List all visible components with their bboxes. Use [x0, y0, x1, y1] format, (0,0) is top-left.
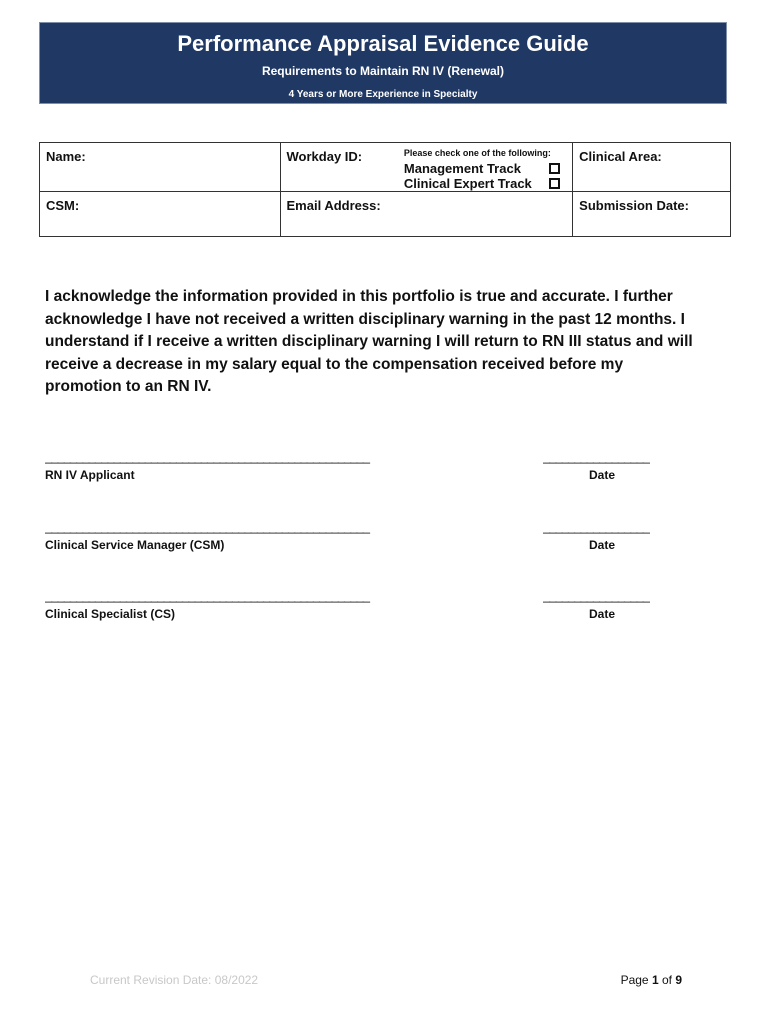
clinical-expert-track-checkbox[interactable] — [549, 178, 560, 189]
cs-date-line[interactable]: _________________ — [543, 588, 649, 603]
name-label: Name: — [46, 149, 86, 164]
document-header — [39, 22, 727, 104]
document-subtitle: Requirements to Maintain RN IV (Renewal) — [261, 64, 505, 78]
page-total: 9 — [675, 973, 682, 987]
email-label: Email Address: — [286, 198, 381, 213]
csm-date-line[interactable]: _________________ — [543, 519, 649, 534]
page-current: 1 — [651, 973, 659, 987]
cs-signature-line[interactable]: ____________________________________________________ — [45, 588, 369, 603]
csm-field[interactable] — [40, 192, 281, 237]
cs-signature-label: Clinical Specialist (CS) — [45, 607, 176, 621]
acknowledgement-statement: I acknowledge the information provided in this portfolio is true and accurate. I further acknowledge I have not received a written disciplinary warning in the past 12 months. I understand if I receive a written disciplinary warning I will return to RN III status and will receive a decrease in my salary equal to the compensation received before my promotion to an RN IV. — [45, 288, 693, 395]
submission-date-label: Submission Date: — [579, 198, 689, 213]
applicant-date-label: Date — [589, 468, 616, 482]
csm-date-label: Date — [589, 538, 616, 552]
workday-id-field[interactable] — [280, 143, 391, 192]
clinical-expert-track-label: Clinical Expert Track — [403, 176, 532, 191]
applicant-info-table — [39, 142, 731, 237]
submission-date-field[interactable] — [573, 192, 731, 237]
csm-label: CSM: — [46, 198, 80, 213]
clinical-area-label: Clinical Area: — [579, 149, 662, 164]
track-prompt: Please check one of the following: — [403, 148, 551, 158]
applicant-signature-line[interactable]: ____________________________________________________ — [45, 449, 369, 464]
csm-signature-line[interactable]: ____________________________________________________ — [45, 519, 369, 534]
document-title: Performance Appraisal Evidence Guide — [177, 31, 589, 56]
applicant-date-line[interactable]: _________________ — [543, 449, 649, 464]
name-field[interactable] — [40, 143, 281, 192]
workday-id-label: Workday ID: — [286, 149, 363, 164]
page-prefix: Page — [620, 973, 652, 987]
cs-date-label: Date — [589, 607, 616, 621]
email-field[interactable] — [280, 192, 573, 237]
csm-signature-label: Clinical Service Manager (CSM) — [45, 538, 225, 552]
revision-date: Current Revision Date: 08/2022 — [90, 973, 259, 987]
track-selection — [391, 143, 573, 192]
page-number — [621, 973, 682, 987]
experience-note: 4 Years or More Experience in Specialty — [288, 89, 478, 100]
clinical-area-field[interactable] — [573, 143, 731, 192]
management-track-checkbox[interactable] — [549, 163, 560, 174]
page-of: of — [658, 973, 676, 987]
management-track-label: Management Track — [403, 161, 521, 176]
applicant-label: RN IV Applicant — [45, 468, 135, 482]
